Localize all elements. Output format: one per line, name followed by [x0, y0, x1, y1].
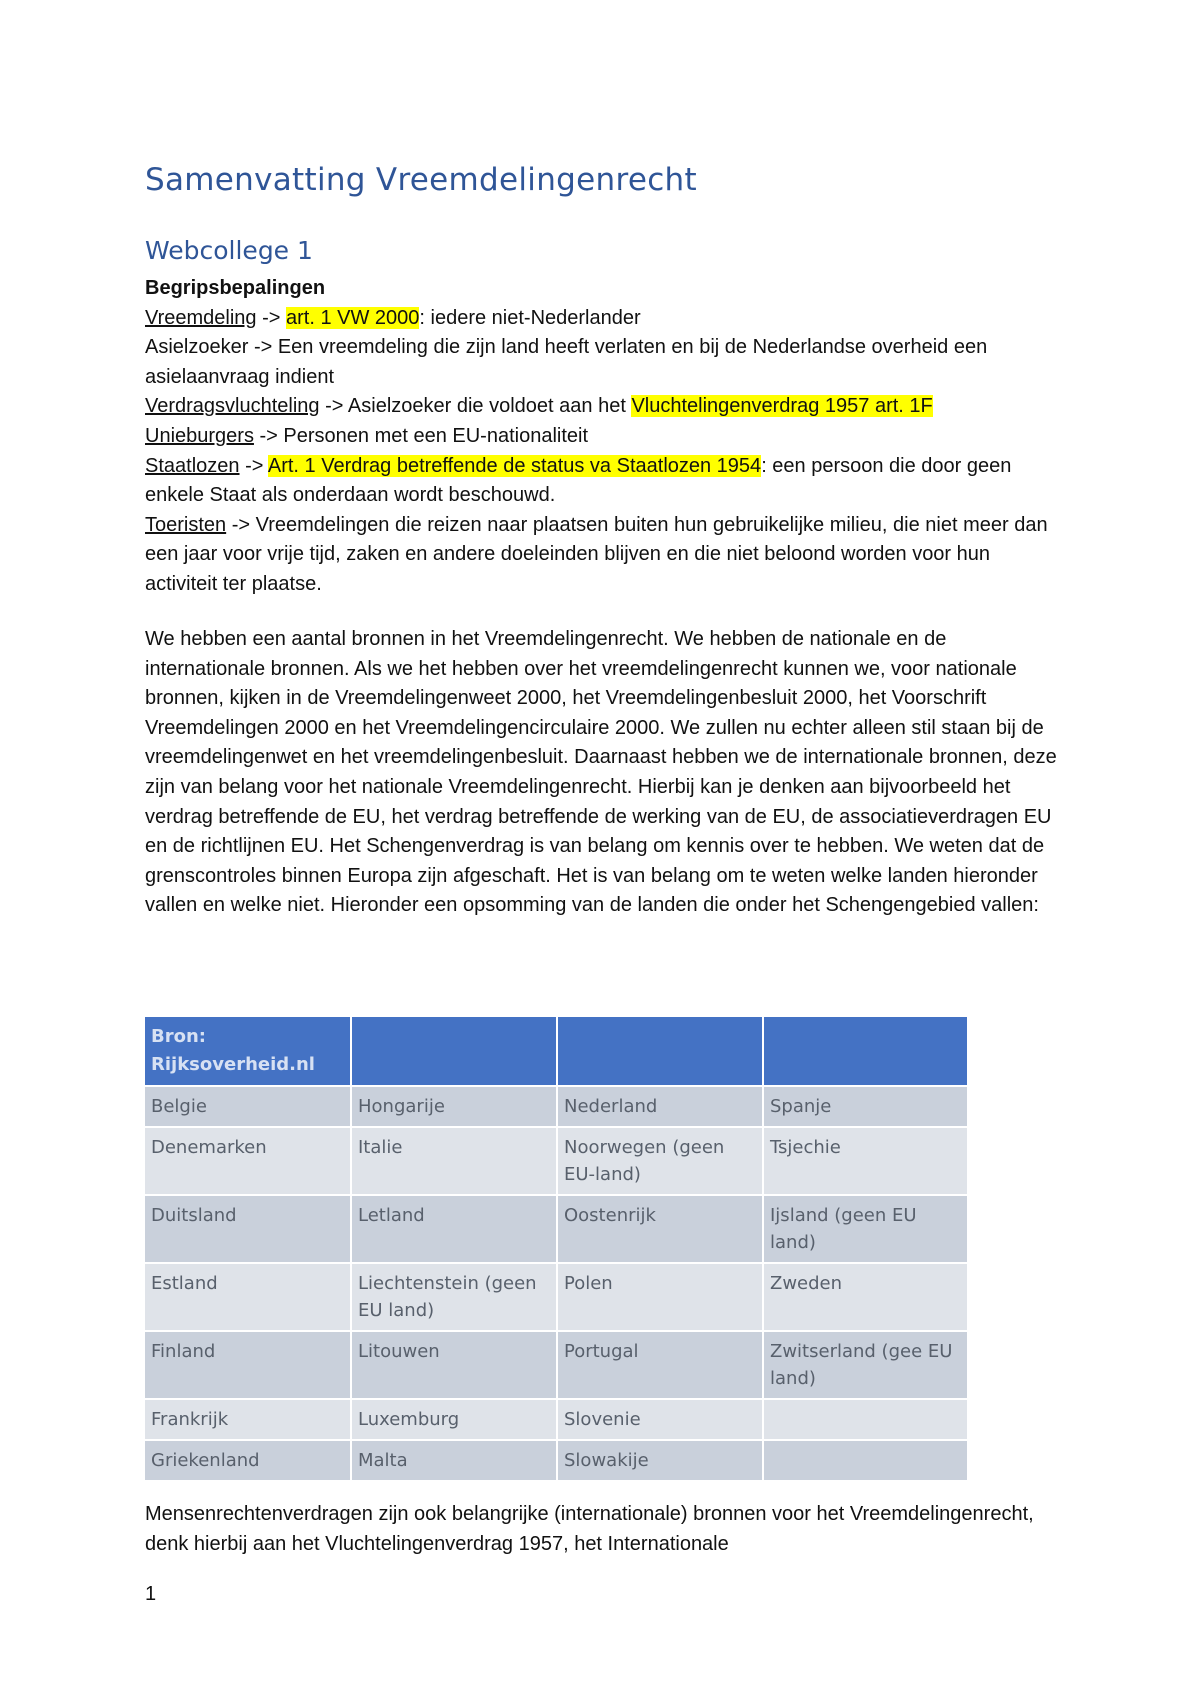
- definition-text: Vreemdelingen die reizen naar plaatsen buiten hun gebruikelijke milieu, die niet meer dan een jaar voor vrije tijd, zaken en andere doeleinden blijven en die niet beloond worden voor hun activiteit ter plaatse.: [145, 513, 1048, 595]
- definitions-block: [145, 274, 1065, 600]
- human-rights-paragraph: Mensenrechtenverdragen zijn ook belangrijke (internationale) bronnen voor het Vreemdelingenrecht, denk hierbij aan het Vluchtelingenverdrag 1957, het Internationale: [145, 1503, 1034, 1555]
- table-cell: Ijsland (geen EU land): [763, 1195, 967, 1263]
- definition-unieburgers: [145, 422, 1065, 452]
- table-row: [145, 1195, 967, 1263]
- table-cell: Duitsland: [145, 1195, 351, 1263]
- table-cell: Zwitserland (gee EU land): [763, 1331, 967, 1399]
- definition-vreemdeling: [145, 304, 1065, 334]
- term: Staatlozen: [145, 454, 240, 477]
- table-cell: Tsjechie: [763, 1127, 967, 1195]
- table-cell: [763, 1440, 967, 1481]
- table-cell: Noorwegen (geen EU-land): [557, 1127, 763, 1195]
- table-row: [145, 1263, 967, 1331]
- table-cell: Zweden: [763, 1263, 967, 1331]
- table-cell: Slovenie: [557, 1399, 763, 1440]
- table-cell: Spanje: [763, 1086, 967, 1127]
- table-cell: Liechtenstein (geen EU land): [351, 1263, 557, 1331]
- table-cell: Italie: [351, 1127, 557, 1195]
- table-cell: Nederland: [557, 1086, 763, 1127]
- table-cell: Slowakije: [557, 1440, 763, 1481]
- table-cell: [763, 1399, 967, 1440]
- legal-reference: Vluchtelingenverdrag 1957 art. 1F: [631, 395, 933, 418]
- table-cell: Estland: [145, 1263, 351, 1331]
- table-cell: Polen: [557, 1263, 763, 1331]
- table-row: [145, 1086, 967, 1127]
- arrow: ->: [319, 395, 348, 418]
- table-header-cell: [557, 1017, 763, 1086]
- definition-verdragsvluchteling: [145, 392, 1065, 422]
- table-cell: Hongarije: [351, 1086, 557, 1127]
- table-row: [145, 1331, 967, 1399]
- table-row: [145, 1440, 967, 1481]
- definition-staatlozen: [145, 452, 1065, 511]
- schengen-table-image: [145, 1017, 967, 1469]
- term: Toeristen: [145, 513, 227, 536]
- table-cell: Finland: [145, 1331, 351, 1399]
- table-cell: Portugal: [557, 1331, 763, 1399]
- definition-toeristen: [145, 511, 1065, 600]
- arrow: ->: [256, 306, 286, 329]
- table-cell: Litouwen: [351, 1331, 557, 1399]
- section-subtitle: Webcollege 1: [145, 236, 313, 265]
- table-cell: Oostenrijk: [557, 1195, 763, 1263]
- definition-text: Een vreemdeling die zijn land heeft verlaten en bij de Nederlandse overheid een asielaanvraag indient: [145, 336, 988, 388]
- table-header-cell: [763, 1017, 967, 1086]
- table-cell: Griekenland: [145, 1440, 351, 1481]
- table-header-row: [145, 1017, 967, 1086]
- definition-text: Personen met een EU-nationaliteit: [283, 424, 589, 447]
- legal-reference: art. 1 VW 2000: [286, 306, 420, 329]
- term: Unieburgers: [145, 424, 254, 447]
- table-header-cell: [351, 1017, 557, 1086]
- table-cell: Belgie: [145, 1086, 351, 1127]
- table-cell: Denemarken: [145, 1127, 351, 1195]
- table-cell: Frankrijk: [145, 1399, 351, 1440]
- table-row: [145, 1127, 967, 1195]
- page-number: 1: [145, 1583, 157, 1605]
- term: Asielzoeker: [145, 336, 249, 359]
- legal-reference: Art. 1 Verdrag betreffende de status va Staatlozen 1954: [267, 454, 762, 477]
- definitions-heading: Begripsbepalingen: [145, 277, 326, 299]
- arrow: ->: [226, 513, 256, 536]
- arrow: ->: [253, 424, 284, 447]
- table-header-cell: Bron: Rijksoverheid.nl: [145, 1017, 351, 1086]
- term: Verdragsvluchteling: [145, 395, 320, 418]
- table-cell: Letland: [351, 1195, 557, 1263]
- schengen-countries-table: [145, 1017, 967, 1482]
- document-title: Samenvatting Vreemdelingenrecht: [145, 162, 697, 198]
- table-cell: Luxemburg: [351, 1399, 557, 1440]
- arrow: ->: [239, 454, 268, 477]
- arrow: ->: [248, 336, 278, 359]
- sources-paragraph: We hebben een aantal bronnen in het Vreemdelingenrecht. We hebben de nationale en de internationale bronnen. Als we het hebben over het vreemdelingenrecht kunnen we, voor nationale bronnen, kijken in de Vreemdelingenweet 2000, het Vreemdelingenbesluit 2000, het Voorschrift Vreemdelingen 2000 en het Vreemdelingencirculaire 2000. We zullen nu echter alleen stil staan bij de vreemdelingenwet en het vreemdelingenbesluit. Daarnaast hebben we de internationale bronnen, deze zijn van belang voor het nationale Vreemdelingenrecht. Hierbij kan je denken aan bijvoorbeeld het verdrag betreffende de EU, het verdrag betreffende de werking van de EU, de associatieverdragen EU en de richtlijnen EU. Het Schengenverdrag is van belang om kennis over te hebben. We weten dat de grenscontroles binnen Europa zijn afgeschaft. Het is van belang om te weten welke landen hieronder vallen en welke niet. Hieronder een opsomming van de landen die onder het Schengengebied vallen:: [145, 628, 1057, 917]
- definition-text: Asielzoeker die voldoet aan het: [347, 395, 632, 418]
- definition-text: : iedere niet-Nederlander: [419, 306, 641, 329]
- term: Vreemdeling: [145, 306, 257, 329]
- definition-asielzoeker: [145, 333, 1065, 392]
- table-cell: Malta: [351, 1440, 557, 1481]
- table-row: [145, 1399, 967, 1440]
- definition-text: : een persoon die door geen enkele Staat als onderdaan wordt beschouwd.: [145, 454, 1012, 507]
